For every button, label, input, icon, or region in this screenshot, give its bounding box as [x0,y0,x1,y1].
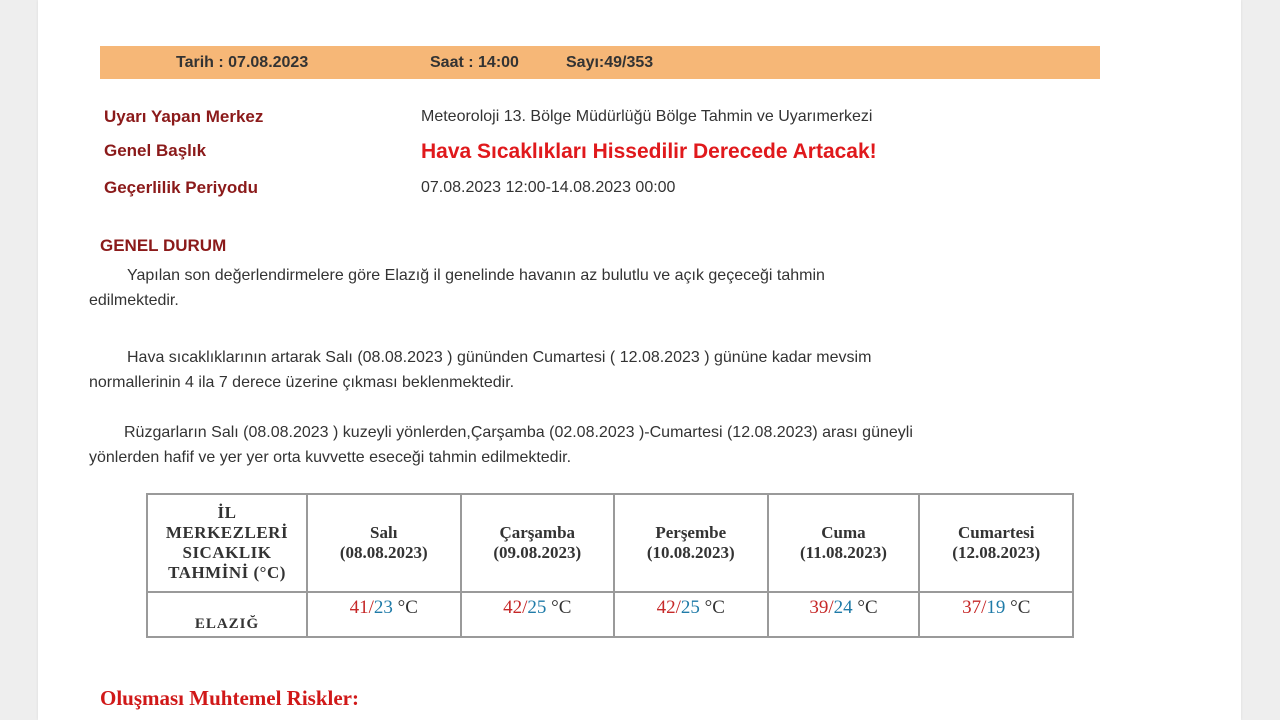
min-temp: 25 [527,597,547,618]
temperature-cell: 41/23 °C [307,592,461,637]
period-label: Geçerlilik Periyodu [104,178,259,197]
paragraph-3-line-1: Rüzgarların Salı (08.08.2023 ) kuzeyli yönlerden,Çarşamba (02.08.2023 )-Cumartesi (12.08.2023) arası güneyli [124,424,913,441]
min-temp: 23 [373,597,393,618]
risks-heading: Oluşması Muhtemel Riskler: [100,686,359,710]
max-temp: 41 [349,597,369,618]
day-name: Çarşamba [499,523,576,542]
max-temp: 37 [962,597,982,618]
max-temp: 42 [656,597,676,618]
min-temp: 19 [986,597,1006,618]
paragraph-1-line-1: Yapılan son değerlendirmelere göre Elazığ il genelinde havanın az bulutlu ve açık geçeceği tahmin [127,267,825,284]
paragraph-2-line-2: normallerinin 4 ila 7 derece üzerine çıkması beklenmektedir. [89,374,515,391]
day-header [461,494,615,592]
max-temp: 42 [503,597,523,618]
temperature-cell: 42/25 °C [614,592,768,637]
temperature-cell: 39/24 °C [768,592,920,637]
city-name: ELAZIĞ [147,592,307,637]
max-temp: 39 [809,597,829,618]
day-date: (10.08.2023) [646,543,735,562]
corner-line: MERKEZLERİ [165,523,289,542]
unit: °C [546,597,572,618]
forecast-city-row [147,592,1073,637]
unit: °C [699,597,725,618]
min-temp: 25 [680,597,700,618]
day-date: (11.08.2023) [800,543,887,562]
corner-line: İL [217,503,237,522]
day-header [919,494,1073,592]
day-header [307,494,461,592]
corner-line: TAHMİNİ (°C) [168,563,286,582]
unit: °C [852,597,878,618]
day-date: (12.08.2023) [952,543,1041,562]
center-value: Meteoroloji 13. Bölge Müdürlüğü Bölge Tahmin ve Uyarımerkezi [421,108,873,125]
unit: °C [392,597,418,618]
day-name: Cumartesi [957,523,1035,542]
day-header [614,494,768,592]
forecast-header-row [147,494,1073,592]
issue-number: Sayı:49/353 [566,54,654,71]
forecast-table [146,493,1074,638]
period-value: 07.08.2023 12:00-14.08.2023 00:00 [421,179,676,196]
day-name: Salı [370,523,398,542]
day-date: (09.08.2023) [493,543,582,562]
issue-time: Saat : 14:00 [430,54,519,71]
warning-headline: Hava Sıcaklıkları Hissedilir Derecede Artacak! [421,140,877,163]
unit: °C [1005,597,1031,618]
paragraph-2-line-1: Hava sıcaklıklarının artarak Salı (08.08.2023 ) gününden Cumartesi ( 12.08.2023 ) gününe kadar mevsim [127,349,872,366]
day-header [768,494,920,592]
temperature-cell: 37/19 °C [919,592,1073,637]
paragraph-1-line-2: edilmektedir. [89,292,179,309]
issue-date: Tarih : 07.08.2023 [176,54,309,71]
header-bar [100,46,1100,79]
day-name: Cuma [821,523,866,542]
day-name: Perşembe [655,523,727,542]
day-date: (08.08.2023) [339,543,428,562]
paragraph-3-line-2: yönlerden hafif ve yer yer orta kuvvette eseceği tahmin edilmektedir. [89,449,572,466]
corner-cell [147,494,307,592]
general-heading: GENEL DURUM [100,236,227,255]
min-temp: 24 [833,597,853,618]
corner-line: SICAKLIK [182,543,272,562]
center-label: Uyarı Yapan Merkez [104,107,264,126]
temperature-cell: 42/25 °C [461,592,615,637]
title-label: Genel Başlık [104,141,207,160]
